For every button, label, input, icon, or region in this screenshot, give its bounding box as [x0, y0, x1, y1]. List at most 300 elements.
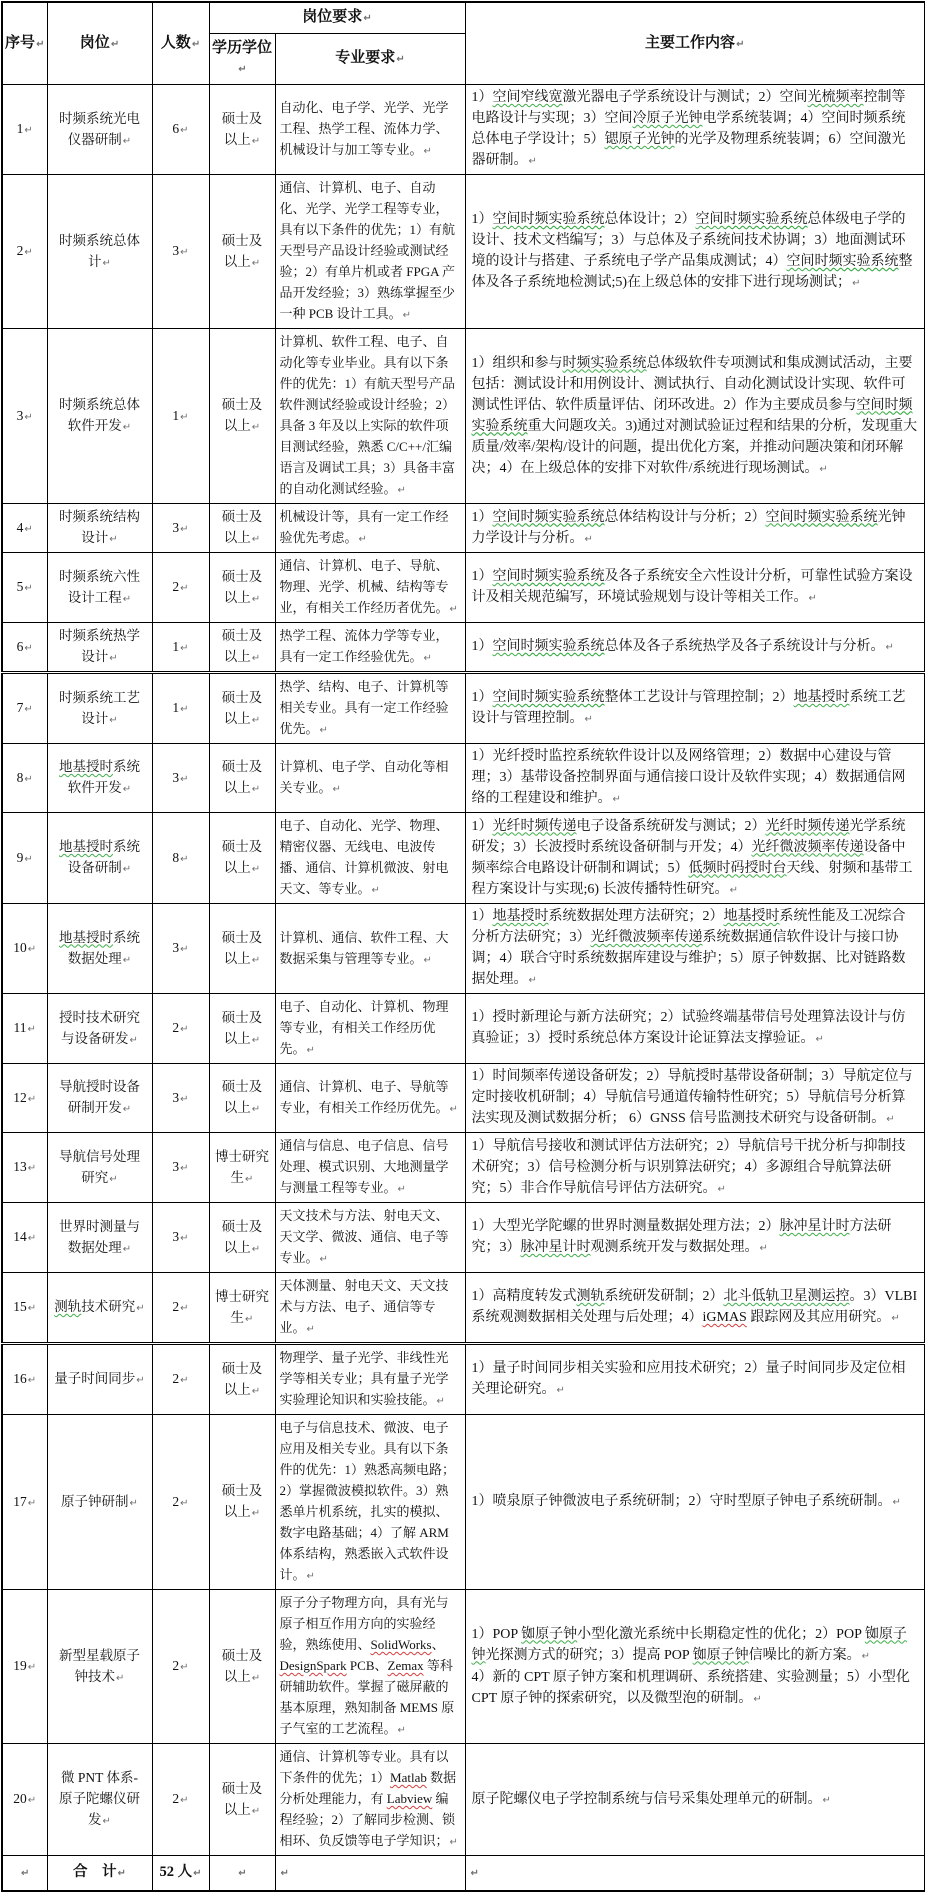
cell-no-text: 7 [16, 700, 24, 715]
job-row [2, 175, 925, 329]
cell-degree-text: 博士研究 生 [215, 1288, 269, 1325]
cell-no-text: 1 [16, 121, 24, 136]
cell-degree [209, 623, 275, 673]
total-degree-cell [209, 1856, 275, 1892]
cell-duties [465, 904, 925, 994]
header-degree-label: 学历学位 [211, 40, 272, 56]
cell-count-text: 3 [172, 940, 180, 955]
cell-count [152, 623, 209, 673]
cell-duties [465, 1203, 925, 1273]
paragraph-mark: ↵ [180, 1093, 189, 1105]
paragraph-mark: ↵ [251, 864, 261, 875]
cell-major [275, 1590, 465, 1744]
paragraph-mark: ↵ [180, 1163, 189, 1174]
cell-degree-text: 硕士及 以上 [221, 1360, 263, 1397]
cell-count [152, 1415, 209, 1590]
cell-position-text: 地基授时系统 软件开发 [59, 759, 140, 795]
paragraph-mark: ↵ [129, 1497, 138, 1509]
paragraph-mark: ↵ [24, 411, 33, 423]
cell-degree [209, 1415, 275, 1590]
cell-degree-text: 硕士及 以上 [221, 1647, 263, 1684]
cell-position-text: 新型星载原子 钟技术 [59, 1647, 140, 1684]
paragraph-mark: ↵ [397, 485, 406, 496]
cell-degree-text: 硕士及 以上 [221, 1218, 263, 1255]
job-row [2, 1203, 925, 1273]
cell-position [47, 904, 152, 994]
paragraph-mark: ↵ [102, 1816, 111, 1827]
cell-position [47, 504, 152, 553]
cell-major [275, 85, 465, 175]
paragraph-mark: ↵ [891, 1313, 900, 1324]
cell-major-text: 热学工程、流体力学等专业，具有一定工作经验优先。 [279, 628, 449, 664]
cell-count-text: 3 [172, 243, 180, 258]
cell-major-text: 电子与信息技术、微波、电子应用及相关专业。具有以下条件的优先：1）熟悉高频电路；2）掌握微波模拟软件。3）熟悉单片机系统，扎实的模拟、数字电路基础；4）了解 ARM 体系结构，熟悉嵌入式软件设计。 [279, 1420, 456, 1582]
cell-count-text: 8 [172, 849, 180, 865]
header-no-label: 序号 [5, 34, 36, 51]
cell-count-text: 3 [172, 1159, 180, 1174]
paragraph-mark: ↵ [191, 38, 201, 50]
cell-duties-text: 1）喷泉原子钟微波电子系统研制；2）守时型原子钟电子系统研制。 [471, 1494, 892, 1509]
header-position [47, 2, 152, 85]
paragraph-mark: ↵ [251, 1034, 261, 1046]
cell-count-text: 1 [172, 700, 180, 715]
cell-degree-text: 硕士及 以上 [221, 1780, 263, 1817]
header-requirements-label: 岗位要求 [302, 9, 363, 25]
paragraph-mark: ↵ [122, 422, 132, 433]
cell-major [275, 1064, 465, 1133]
cell-degree-text: 硕士及 以上 [221, 1079, 263, 1115]
cell-major-text: 机械设计等，具有一定工作经验优先考虑。 [279, 509, 449, 545]
cell-major [275, 1203, 465, 1273]
cell-no [2, 85, 47, 175]
header-degree [209, 34, 275, 85]
cell-duties-text: 1）空间时频实验系统总体及各子系统热学及各子系统设计与分析。 [471, 639, 885, 654]
paragraph-mark: ↵ [27, 1163, 37, 1174]
cell-no [2, 1203, 47, 1273]
cell-degree-text: 硕士及 以上 [221, 839, 263, 875]
total-section [2, 1856, 925, 1892]
cell-duties [465, 813, 925, 904]
total-count-cell [152, 1856, 209, 1892]
cell-position-text: 时频系统工艺 设计 [59, 689, 140, 726]
paragraph-mark: ↵ [122, 954, 132, 966]
cell-position-text: 时频系统热学 设计 [59, 628, 140, 664]
paragraph-mark: ↵ [180, 523, 189, 535]
cell-duties [465, 553, 925, 623]
paragraph-mark: ↵ [251, 1104, 261, 1115]
cell-position [47, 1133, 152, 1203]
job-row [2, 1273, 925, 1344]
cell-major [275, 1744, 465, 1856]
cell-position-text: 地基授时系统 数据处理 [59, 929, 140, 966]
paragraph-mark: ↵ [717, 1183, 726, 1195]
job-row [2, 744, 925, 813]
cell-major [275, 744, 465, 813]
paragraph-mark: ↵ [759, 1243, 768, 1254]
paragraph-mark: ↵ [129, 1034, 138, 1046]
paragraph-mark: ↵ [423, 146, 432, 157]
paragraph-mark: ↵ [193, 1868, 202, 1879]
paragraph-mark: ↵ [423, 954, 432, 966]
total-row [2, 1856, 925, 1892]
paragraph-mark: ↵ [612, 794, 621, 805]
cell-no [2, 994, 47, 1064]
paragraph-mark: ↵ [449, 604, 458, 615]
cell-count [152, 1273, 209, 1344]
cell-no [2, 175, 47, 329]
header-major-label: 专业要求 [335, 50, 396, 66]
paragraph-mark: ↵ [180, 125, 189, 136]
header-no [2, 2, 47, 85]
paragraph-mark: ↵ [245, 1313, 254, 1325]
paragraph-mark: ↵ [449, 1837, 458, 1848]
paragraph-mark: ↵ [808, 593, 817, 604]
job-rows [2, 85, 925, 1856]
cell-position [47, 994, 152, 1064]
cell-position-text: 地基授时系统 设备研制 [59, 839, 140, 875]
cell-no-text: 13 [13, 1159, 27, 1174]
cell-duties [465, 85, 925, 175]
paragraph-mark: ↵ [36, 38, 45, 50]
paragraph-mark: ↵ [470, 1868, 479, 1879]
cell-degree [209, 1344, 275, 1415]
cell-position-text: 导航授时设备 研制开发 [59, 1079, 140, 1115]
cell-position-text: 时频系统总体 软件开发 [59, 397, 140, 433]
cell-position [47, 1344, 152, 1415]
paragraph-mark: ↵ [363, 13, 372, 24]
paragraph-mark: ↵ [180, 1497, 189, 1509]
cell-degree-text: 硕士及 以上 [221, 509, 263, 545]
job-row [2, 994, 925, 1064]
paragraph-mark: ↵ [109, 653, 118, 664]
paragraph-mark: ↵ [251, 714, 261, 726]
paragraph-mark: ↵ [396, 54, 405, 65]
cell-degree [209, 1273, 275, 1344]
cell-position [47, 85, 152, 175]
cell-position [47, 175, 152, 329]
job-row [2, 1415, 925, 1590]
cell-no [2, 1415, 47, 1590]
cell-count [152, 673, 209, 744]
cell-no-text: 3 [16, 407, 24, 423]
header-major [275, 34, 465, 85]
cell-major [275, 329, 465, 504]
paragraph-mark: ↵ [251, 1672, 261, 1684]
paragraph-mark: ↵ [319, 1254, 328, 1265]
paragraph-mark: ↵ [449, 1104, 458, 1115]
cell-major-text: 热学、结构、电子、计算机等相关专业。具有一定工作经验优先。 [279, 679, 449, 736]
cell-major-text: 计算机、电子学、自动化等相关专业。 [279, 759, 449, 795]
cell-major [275, 904, 465, 994]
cell-count [152, 1344, 209, 1415]
cell-count-text: 1 [172, 407, 180, 423]
paragraph-mark: ↵ [528, 156, 537, 167]
cell-major [275, 175, 465, 329]
cell-duties [465, 623, 925, 673]
cell-no [2, 623, 47, 673]
cell-degree [209, 504, 275, 553]
cell-major [275, 673, 465, 744]
cell-count [152, 1203, 209, 1273]
cell-count [152, 553, 209, 623]
paragraph-mark: ↵ [251, 1385, 261, 1397]
paragraph-mark: ↵ [306, 1324, 315, 1335]
cell-degree [209, 1133, 275, 1203]
paragraph-mark: ↵ [180, 247, 189, 258]
job-row [2, 504, 925, 553]
header-count-label: 人数 [160, 34, 191, 51]
paragraph-mark: ↵ [27, 1024, 36, 1035]
paragraph-mark: ↵ [822, 1794, 831, 1806]
cell-count [152, 994, 209, 1064]
paragraph-mark: ↵ [27, 1375, 37, 1386]
cell-position [47, 673, 152, 744]
total-no-cell [2, 1856, 47, 1892]
cell-degree-text: 博士研究 生 [215, 1148, 269, 1185]
cell-duties [465, 1273, 925, 1344]
cell-no-text: 6 [16, 638, 24, 654]
paragraph-mark: ↵ [180, 853, 189, 865]
cell-position-text: 微 PNT 体系- 原子陀螺仪研 发 [59, 1770, 140, 1827]
cell-duties-text: 1）授时新理论与新方法研究；2）试验终端基带信号处理算法设计与仿真验证；3）授时系统总体方案设计论证算法支撑验证。 [471, 1010, 906, 1046]
paragraph-mark: ↵ [180, 773, 189, 785]
cell-major-text: 通信、计算机、电子、导航等专业，有相关工作经历优先。 [279, 1079, 449, 1115]
cell-degree [209, 744, 275, 813]
cell-no-text: 10 [13, 940, 27, 955]
cell-duties [465, 1415, 925, 1590]
paragraph-mark: ↵ [180, 1795, 189, 1806]
paragraph-mark: ↵ [245, 1173, 254, 1185]
cell-no-text: 17 [13, 1493, 27, 1509]
cell-count-text: 2 [172, 1371, 180, 1386]
cell-count [152, 904, 209, 994]
paragraph-mark: ↵ [819, 463, 828, 475]
cell-no [2, 329, 47, 504]
cell-count-text: 2 [172, 1020, 180, 1035]
cell-position-text: 导航信号处理 研究 [59, 1148, 140, 1185]
paragraph-mark: ↵ [21, 1868, 30, 1879]
paragraph-mark: ↵ [109, 534, 118, 545]
cell-count-text: 2 [172, 1299, 180, 1314]
cell-degree-text: 硕士及 以上 [221, 568, 263, 605]
paragraph-mark: ↵ [180, 944, 189, 955]
cell-count-text: 3 [172, 519, 180, 535]
cell-no-text: 20 [13, 1791, 27, 1806]
cell-no-text: 12 [13, 1089, 27, 1105]
cell-major [275, 1344, 465, 1415]
recruitment-document [0, 1, 925, 1892]
paragraph-mark: ↵ [136, 1303, 145, 1314]
job-row [2, 553, 925, 623]
cell-position-text: 时频系统光电 仪器研制 [59, 110, 140, 147]
paragraph-mark: ↵ [319, 725, 328, 736]
paragraph-mark: ↵ [24, 773, 33, 785]
cell-major-text: 通信、计算机、电子、自动化、光学、光学工程等专业，具有以下条件的优先；1）有航天型号产品设计经验或测试经验；2）有单片机或者 FPGA 产品开发经验；3）熟练掌握至少一种 PCB 设计工具。 [279, 180, 456, 321]
cell-degree-text: 硕士及 以上 [221, 232, 263, 269]
cell-major-text: 电子、自动化、光学、物理、精密仪器、无线电、电波传播、通信、计算机微波、射电天文、等专业。 [279, 818, 449, 896]
cell-count-text: 2 [172, 1791, 180, 1806]
cell-position [47, 1415, 152, 1590]
total-major-cell [275, 1856, 465, 1892]
paragraph-mark: ↵ [180, 1233, 189, 1244]
cell-count [152, 813, 209, 904]
cell-duties [465, 1744, 925, 1856]
cell-count-text: 2 [172, 1493, 180, 1509]
paragraph-mark: ↵ [27, 1233, 37, 1244]
cell-degree [209, 1744, 275, 1856]
paragraph-mark: ↵ [584, 714, 593, 725]
cell-major-text: 物理学、量子光学、非线性光学等相关专业；具有量子光学实验理论知识和实验技能。 [279, 1350, 449, 1407]
total-duties-cell [465, 1856, 925, 1892]
cell-count-text: 2 [172, 579, 180, 594]
job-row [2, 1064, 925, 1133]
paragraph-mark: ↵ [528, 975, 537, 986]
paragraph-mark: ↵ [251, 653, 261, 664]
cell-major [275, 813, 465, 904]
cell-duties [465, 744, 925, 813]
cell-position-text: 时频系统总体 计 [59, 232, 140, 269]
cell-no [2, 1344, 47, 1415]
cell-no [2, 1064, 47, 1133]
paragraph-mark: ↵ [306, 1571, 315, 1582]
paragraph-mark: ↵ [122, 1104, 132, 1115]
cell-count [152, 1064, 209, 1133]
job-row [2, 329, 925, 504]
paragraph-mark: ↵ [109, 714, 118, 726]
cell-duties-text: 1）空间时频实验系统总体设计；2）空间时频实验系统总体级电子学的设计、技术文档编写；3）与总体及子系统间技术协调；3）地面测试环境的设计与搭建、子系统电子学产品集成测试；4）空间时频实验系统整体及各子系统地检测试;5)在上级总体的安排下进行现场测试； [471, 212, 913, 290]
cell-position [47, 1744, 152, 1856]
cell-count [152, 1133, 209, 1203]
cell-count-text: 1 [172, 638, 180, 654]
total-label-cell [47, 1856, 152, 1892]
cell-duties-text: 1）时间频率传递设备研发；2）导航授时基带设备研制；3）导航定位与定时接收机研制；4）导航信号通道传输特性研究；5）导航信号分析算法实现及测试数据分析； 6）GNSS 信号监测技术研究与设备研制。 [471, 1069, 913, 1126]
paragraph-mark: ↵ [251, 422, 261, 433]
paragraph-mark: ↵ [736, 38, 745, 50]
paragraph-mark: ↵ [27, 1662, 37, 1673]
cell-no [2, 1133, 47, 1203]
cell-position-text: 原子钟研制 [61, 1493, 129, 1509]
paragraph-mark: ↵ [24, 642, 33, 654]
cell-duties [465, 994, 925, 1064]
total-label: 合 计 [73, 1864, 117, 1880]
paragraph-mark: ↵ [122, 1243, 132, 1255]
cell-major-text: 天文技术与方法、射电天文、天文学、微波、通信、电子等专业。 [279, 1208, 449, 1265]
cell-no-text: 16 [13, 1371, 27, 1386]
cell-no [2, 813, 47, 904]
cell-degree-text: 硕士及 以上 [221, 110, 263, 147]
cell-degree-text: 硕士及 以上 [221, 759, 263, 795]
cell-no [2, 904, 47, 994]
cell-degree [209, 904, 275, 994]
cell-duties-text: 1）光纤授时监控系统软件设计以及网络管理；2）数据中心建设与管理；3）基带设备控制界面与通信接口设计及软件实现；4）数据通信网络的工程建设和维护。 [471, 749, 906, 806]
cell-count [152, 85, 209, 175]
paragraph-mark: ↵ [117, 1868, 126, 1879]
cell-no [2, 1590, 47, 1744]
header-position-label: 岗位 [79, 34, 110, 51]
cell-count-text: 3 [172, 1229, 180, 1244]
paragraph-mark: ↵ [27, 1303, 37, 1314]
paragraph-mark: ↵ [729, 884, 738, 896]
cell-degree [209, 1590, 275, 1744]
cell-degree-text: 硕士及 以上 [221, 929, 263, 966]
cell-count-text: 3 [172, 769, 180, 785]
paragraph-mark: ↵ [251, 1243, 261, 1255]
paragraph-mark: ↵ [24, 853, 33, 865]
paragraph-mark: ↵ [122, 593, 132, 605]
cell-count [152, 1744, 209, 1856]
cell-no-text: 2 [16, 243, 24, 258]
paragraph-mark: ↵ [24, 583, 33, 594]
paragraph-mark: ↵ [122, 864, 132, 875]
job-row [2, 904, 925, 994]
cell-duties [465, 175, 925, 329]
cell-count [152, 175, 209, 329]
header-duties-label: 主要工作内容 [645, 34, 736, 51]
cell-degree [209, 994, 275, 1064]
paragraph-mark: ↵ [24, 704, 33, 715]
paragraph-mark: ↵ [180, 1375, 189, 1386]
cell-no-text: 14 [13, 1229, 27, 1244]
paragraph-mark: ↵ [110, 38, 120, 50]
paragraph-mark: ↵ [27, 1497, 37, 1509]
paragraph-mark: ↵ [24, 125, 33, 136]
job-row [2, 1344, 925, 1415]
paragraph-mark: ↵ [102, 257, 111, 269]
cell-duties [465, 1344, 925, 1415]
cell-degree [209, 85, 275, 175]
job-row [2, 673, 925, 744]
paragraph-mark: ↵ [852, 278, 861, 289]
cell-no [2, 1273, 47, 1344]
cell-position [47, 1064, 152, 1133]
cell-no-text: 8 [16, 769, 24, 785]
header-count [152, 2, 209, 85]
cell-duties-text: 1）空间时频实验系统整体工艺设计与管理控制；2）地基授时系统工艺设计与管理控制。 [471, 690, 906, 726]
paragraph-mark: ↵ [136, 1375, 145, 1386]
paragraph-mark: ↵ [251, 135, 261, 147]
cell-duties [465, 673, 925, 744]
paragraph-mark: ↵ [397, 1725, 406, 1736]
paragraph-mark: ↵ [815, 1034, 824, 1045]
cell-duties-text: 1）POP 铷原子钟小型化激光系统中长期稳定性的优化；2）POP 铷原子钟光探测方式的研究；3）提高 POP 铷原子钟信噪比的新方案。↵ 4）新的 CPT 原子钟方案和机理调研、系统搭建、实验测量；5）小型化 CPT 原子钟的探索研究，以及微型泡的研制。 [471, 1626, 910, 1706]
paragraph-mark: ↵ [251, 534, 261, 545]
paragraph-mark: ↵ [180, 1024, 189, 1035]
cell-duties-text: 1）空间时频实验系统及各子系统安全六性设计分析，可靠性试验方案设计及相关规范编写，环境试验规划与设计等相关工作。 [471, 569, 913, 605]
paragraph-mark: ↵ [27, 944, 37, 955]
paragraph-mark: ↵ [251, 1508, 261, 1519]
cell-position [47, 744, 152, 813]
paragraph-mark: ↵ [24, 247, 33, 258]
cell-degree-text: 硕士及 以上 [221, 397, 263, 433]
paragraph-mark: ↵ [436, 1396, 445, 1407]
cell-count [152, 744, 209, 813]
cell-major-text: 天体测量、射电天文、天文技术与方法、电子、通信等专业。 [279, 1278, 449, 1335]
cell-major [275, 1415, 465, 1590]
paragraph-mark: ↵ [280, 1868, 289, 1879]
cell-duties-text: 原子陀螺仪电子学控制系统与信号采集处理单元的研制。 [471, 1791, 822, 1807]
paragraph-mark: ↵ [122, 135, 132, 147]
paragraph-mark: ↵ [180, 411, 189, 423]
paragraph-mark: ↵ [886, 1114, 895, 1125]
paragraph-mark: ↵ [109, 1173, 118, 1185]
paragraph-mark: ↵ [251, 593, 261, 605]
cell-position-text: 授时技术研究 与设备研发 [59, 1009, 140, 1046]
job-row [2, 85, 925, 175]
cell-no [2, 553, 47, 623]
cell-position-text: 时频系统六性 设计工程 [59, 568, 140, 605]
cell-major [275, 1133, 465, 1203]
cell-no-text: 9 [16, 849, 24, 865]
